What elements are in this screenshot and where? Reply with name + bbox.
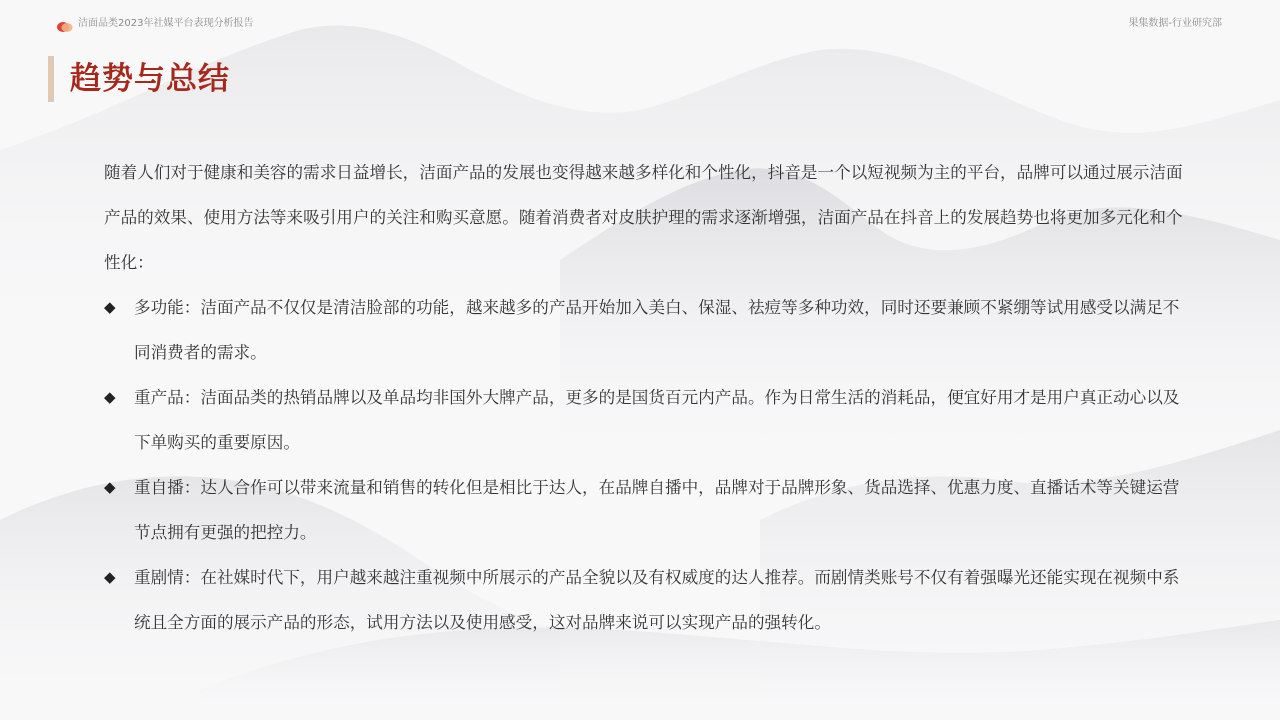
report-title: 洁面品类2023年社媒平台表现分析报告 [78,18,254,29]
content-body [104,150,1194,645]
diamond-bullet-icon: ◆ [104,298,116,316]
list-item [104,285,1194,375]
diamond-bullet-icon: ◆ [104,568,116,586]
report-header [0,0,1280,48]
diamond-bullet-icon: ◆ [104,388,116,406]
list-item [104,465,1194,555]
list-item-text: 重产品：洁面品类的热销品牌以及单品均非国外大牌产品，更多的是国货百元内产品。作为日常生活的消耗品，便宜好用才是用户真正动心以及下单购买的重要原因。 [134,388,1180,452]
title-accent-bar [48,56,54,102]
list-item [104,555,1194,645]
list-item-text: 多功能：洁面产品不仅仅是清洁脸部的功能，越来越多的产品开始加入美白、保湿、祛痘等多种功效，同时还要兼顾不紧绷等试用感受以满足不同消费者的需求。 [134,298,1180,362]
trend-list [104,285,1194,645]
brand-logo-icon [57,18,73,30]
list-item-text: 重剧情：在社媒时代下，用户越来越注重视频中所展示的产品全貌以及有权威度的达人推荐。而剧情类账号不仅有着强曝光还能实现在视频中系统且全方面的展示产品的形态，试用方法以及使用感受，这对品牌来说可以实现产品的强转化。 [134,568,1180,632]
intro-paragraph: 随着人们对于健康和美容的需求日益增长，洁面产品的发展也变得越来越多样化和个性化，抖音是一个以短视频为主的平台，品牌可以通过展示洁面产品的效果、使用方法等来吸引用户的关注和购买意愿。随着消费者对皮肤护理的需求逐渐增强，洁面产品在抖音上的发展趋势也将更加多元化和个性化： [104,163,1183,272]
org-name: 果集数据-行业研究部 [1128,18,1222,29]
page-title: 趋势与总结 [70,61,230,97]
list-item [104,375,1194,465]
diamond-bullet-icon: ◆ [104,478,116,496]
list-item-text: 重自播：达人合作可以带来流量和销售的转化但是相比于达人，在品牌自播中，品牌对于品牌形象、货品选择、优惠力度、直播话术等关键运营节点拥有更强的把控力。 [134,478,1180,542]
